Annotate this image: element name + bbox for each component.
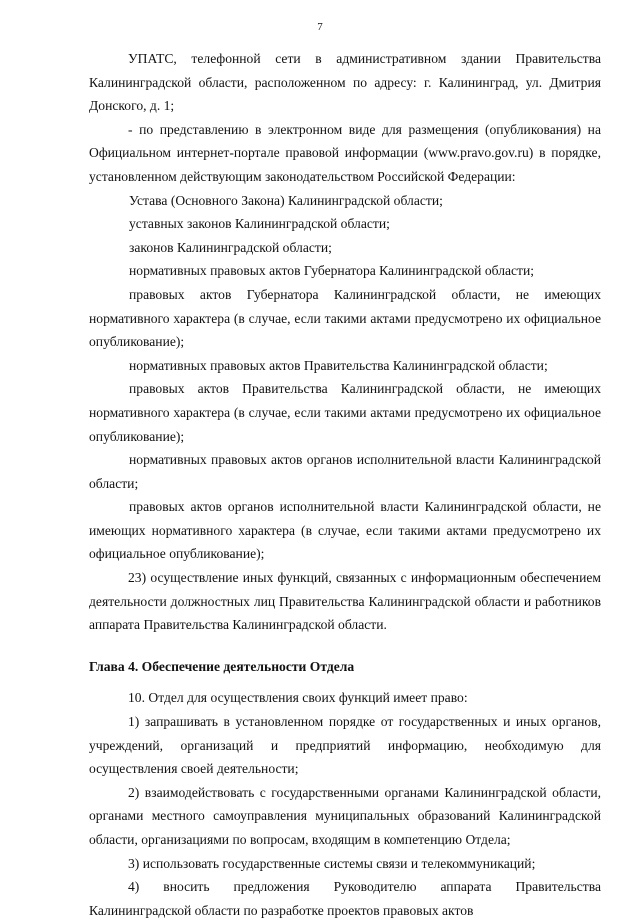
- document-body: [89, 47, 601, 922]
- list-item-governor-normative-acts: нормативных правовых актов Губернатора Калининградской области;: [129, 263, 535, 279]
- list-item-statutory-laws: уставных законов Калининградской области;: [129, 216, 390, 232]
- right-item-3: 3) использовать государственные системы связи и телекоммуникаций;: [128, 855, 536, 871]
- list-item-government-legal-acts: правовых актов Правительства Калининградской области, не имеющих нормативного характера (в случае, если такими актами предусмотрено их официальное опубликование);: [89, 381, 601, 444]
- paragraph-publication-intro: - по представлению в электронном виде для размещения (опубликования) на Официальном интернет-портале правовой информации (www.pravo.gov.ru) в порядке, установленном действующим законодательством Российской Федерации:: [89, 121, 601, 184]
- chapter-heading: Глава 4. Обеспечение деятельности Отдела: [89, 658, 355, 674]
- paragraph-item-10: 10. Отдел для осуществления своих функций имеет право:: [128, 690, 468, 706]
- paragraph-item-23: 23) осуществление иных функций, связанных с информационным обеспечением деятельности должностных лиц Правительства Калининградской области и работников аппарата Правительства Калининградской области.: [89, 570, 601, 633]
- right-item-2: 2) взаимодействовать с государственными органами Калининградской области, органами местного самоуправления муниципальных образований Калининградской области, организациями по вопросам, входящим в компетенцию Отдела;: [89, 784, 601, 847]
- list-item-governor-legal-acts: правовых актов Губернатора Калининградской области, не имеющих нормативного характера (в случае, если такими актами предусмотрено их официальное опубликование);: [89, 286, 601, 350]
- list-item-executive-normative-acts: нормативных правовых актов органов исполнительной власти Калининградской области;: [89, 452, 601, 491]
- paragraph-upats: УПАТС, телефонной сети в административном здании Правительства Калининградской области, расположенном по адресу: г. Калининград, ул. Дмитрия Донского, д. 1;: [89, 51, 601, 114]
- list-item-charter: Устава (Основного Закона) Калининградской области;: [129, 192, 443, 208]
- list-item-laws: законов Калининградской области;: [129, 239, 332, 255]
- right-item-4: 4) вносить предложения Руководителю аппарата Правительства Калининградской области по разработке проектов правовых актов: [89, 879, 601, 918]
- list-item-government-normative-acts: нормативных правовых актов Правительства Калининградской области;: [129, 357, 548, 373]
- page-number: 7: [317, 21, 323, 33]
- list-item-executive-legal-acts: правовых актов органов исполнительной власти Калининградской области, не имеющих нормативного характера (в случае, если такими актами предусмотрено их официальное опубликование);: [89, 499, 601, 562]
- right-item-1: 1) запрашивать в установленном порядке от государственных и иных органов, учреждений, организаций и предприятий информацию, необходимую для осуществления своей деятельности;: [89, 714, 601, 777]
